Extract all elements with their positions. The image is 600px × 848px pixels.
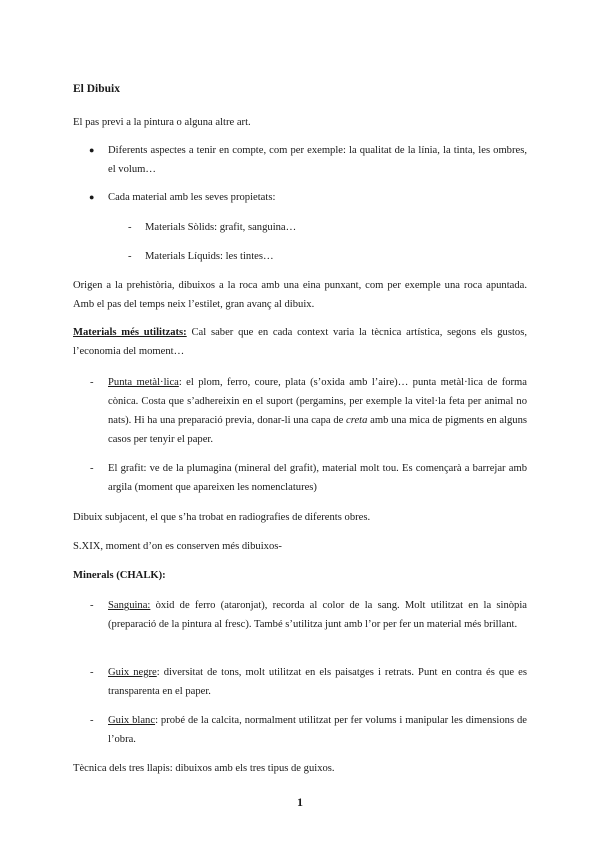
sub-bullet-solids: Materials Sòlids: grafit, sanguina…: [145, 222, 297, 233]
dash-icon: -: [90, 667, 94, 678]
mineral-item-white-chalk: [108, 711, 527, 749]
white-chalk-text: : probé de la calcita, normalment utilitzat per fer volums i manipular les dimensions de l’obra.: [108, 715, 527, 745]
metal-point-text: : el plom, ferro, coure, plata (s’oxida amb l’aire)… punta metàl·lica de forma cònica. Costa que s’adhereixin en el suport (pergamins, per exemple la vitel·la feta per animal no nats). Hi ha una preparació previa, donar-li una capa de: [108, 377, 527, 426]
dash-item-metal-point: [108, 373, 527, 449]
minerals-heading: Minerals (CHALK):: [73, 570, 166, 581]
term-white-chalk: Guix blanc: [108, 715, 156, 726]
metal-point-text-end: amb una mica de pigments en alguns casos per tenyir el paper.: [108, 415, 527, 445]
materials-paragraph: [73, 323, 527, 361]
term-black-chalk: Guix negre: [108, 667, 157, 678]
mineral-item-sanguina: [108, 596, 527, 634]
intro-paragraph: El pas previ a la pintura o alguna altre art.: [73, 117, 251, 128]
materials-text: Cal saber que en cada context varia la tècnica artística, segons els gustos, l’economia del moment…: [73, 327, 527, 357]
term-sanguina: Sanguina:: [108, 600, 151, 611]
creta-term: creta: [346, 415, 368, 426]
origin-paragraph: Origen a la prehistòria, dibuixos a la roca amb una eina punxant, com per exemple una roca apuntada. Amb el pas del temps neix l’estilet, gran avanç al dibuix.: [73, 280, 527, 310]
dash-icon: -: [90, 463, 94, 474]
page-number: 1: [297, 795, 303, 809]
bullet-item-materials: Cada material amb les seves propietats:: [108, 192, 276, 203]
term-metal-point: Punta metàl·lica: [108, 377, 179, 388]
closing-paragraph: Tècnica dels tres llapis: dibuixos amb els tres tipus de guixos.: [73, 763, 335, 774]
dash-icon: -: [90, 600, 94, 611]
dash-icon: -: [90, 377, 94, 388]
materials-heading: Materials més utilitzats:: [73, 327, 187, 338]
bullet-icon: ●: [89, 145, 95, 155]
underdrawing-paragraph: Dibuix subjacent, el que s’ha trobat en radiografies de diferents obres.: [73, 512, 371, 523]
sub-bullet-liquids: Materials Líquids: les tintes…: [145, 251, 274, 262]
dash-item-graphite: El grafit: ve de la plumagina (mineral del grafit), material molt tou. Es començarà a barrejar amb argila (moment que apareixen les nomenclatures): [108, 463, 527, 493]
mineral-item-black-chalk: [108, 663, 527, 701]
black-chalk-text: : diversitat de tons, molt utilitzat en els paisatges i retrats. Punt en contra és que es transparenta en el paper.: [108, 667, 527, 697]
dash-icon: -: [128, 222, 132, 233]
century-paragraph: S.XIX, moment d’on es conserven més dibuixos-: [73, 541, 282, 552]
dash-icon: -: [128, 251, 132, 262]
sanguina-text: òxid de ferro (ataronjat), recorda al color de la sang. Molt utilitzat en la sinòpia (preparació de la pintura al fresc). També s’utilitza junt amb l’or per fer un material més brillant.: [108, 600, 527, 630]
bullet-item-aspects: Diferents aspectes a tenir en compte, com per exemple: la qualitat de la línia, la tinta, les ombres, el volum…: [108, 145, 527, 175]
page-title: El Dibuix: [73, 83, 120, 95]
bullet-icon: ●: [89, 192, 95, 202]
dash-icon: -: [90, 715, 94, 726]
